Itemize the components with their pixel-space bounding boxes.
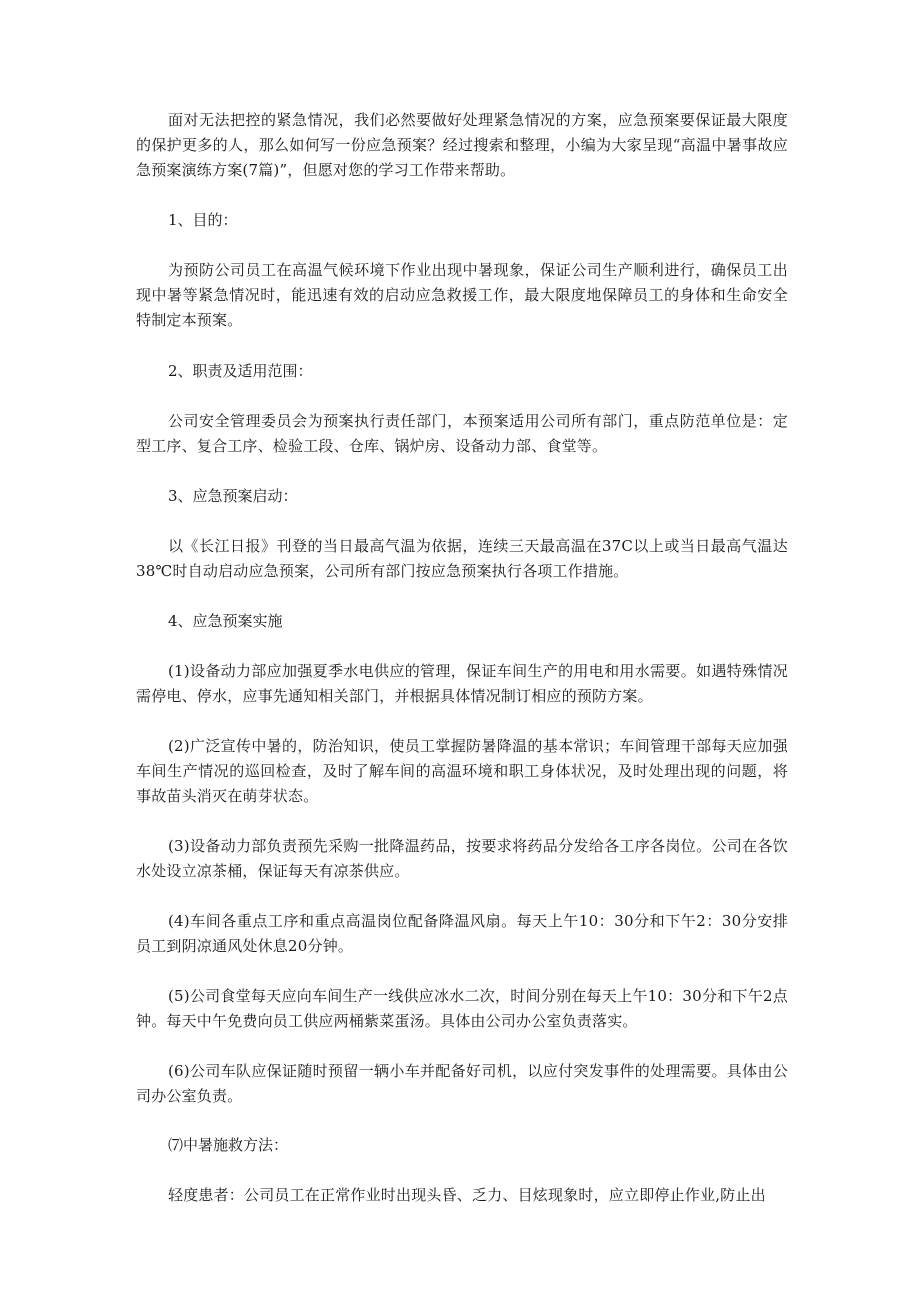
intro-paragraph: 面对无法把控的紧急情况，我们必然要做好处理紧急情况的方案，应急预案要保证最大限度的保护更多的人，那么如何写一份应急预案？经过搜索和整理，小编为大家呈现“高温中暑事故应急预案演练方案(7篇)”，但愿对您的学习工作带来帮助。 [136, 111, 788, 179]
list-item-3: (3)设备动力部负责预先采购一批降温药品，按要求将药品分发给各工序各岗位。公司在各饮水处设立凉茶桶，保证每天有凉茶供应。 [136, 837, 788, 880]
list-item-7-body: 轻度患者：公司员工在正常作业时出现头昏、乏力、目炫现象时，应立即停止作业,防止出 [168, 1186, 766, 1204]
section-3-heading: 3、应急预案启动： [168, 487, 298, 505]
section-1-body: 为预防公司员工在高温气候环境下作业出现中暑现象，保证公司生产顺利进行，确保员工出现中暑等紧急情况时，能迅速有效的启动应急救援工作，最大限度地保障员工的身体和生命安全特制定本预案。 [136, 261, 788, 329]
list-item-4: (4)车间各重点工序和重点高温岗位配备降温风扇。每天上午10：30分和下午2：30分安排员工到阴凉通风处休息20分钟。 [136, 912, 788, 955]
list-item-1: (1)设备动力部应加强夏季水电供应的管理，保证车间生产的用电和用水需要。如遇特殊情况需停电、停水，应事先通知相关部门，并根据具体情况制订相应的预防方案。 [136, 662, 788, 705]
section-4-heading: 4、应急预案实施 [168, 612, 283, 630]
section-1-heading: 1、目的： [168, 211, 238, 229]
list-item-7-heading: ⑺中暑施救方法： [168, 1136, 289, 1154]
list-item-6: (6)公司车队应保证随时预留一辆小车并配备好司机，以应付突发事件的处理需要。具体由公司办公室负责。 [136, 1062, 788, 1105]
list-item-2: (2)广泛宣传中暑的，防治知识，使员工掌握防暑降温的基本常识；车间管理干部每天应加强车间生产情况的巡回检查，及时了解车间的高温环境和职工身体状况，及时处理出现的问题，将事故苗头消灭在萌芽状态。 [136, 737, 788, 805]
section-2-heading: 2、职责及适用范围： [168, 362, 313, 380]
section-3-body: 以《长江日报》刊登的当日最高气温为依据，连续三天最高温在37C以上或当日最高气温达38℃时自动启动应急预案，公司所有部门按应急预案执行各项工作措施。 [136, 537, 788, 580]
section-2-body: 公司安全管理委员会为预案执行责任部门，本预案适用公司所有部门，重点防范单位是：定型工序、复合工序、检验工段、仓库、锅炉房、设备动力部、食堂等。 [136, 412, 788, 455]
list-item-5: (5)公司食堂每天应向车间生产一线供应冰水二次，时间分别在每天上午10：30分和下午2点钟。每天中午免费向员工供应两桶紫菜蛋汤。具体由公司办公室负责落实。 [136, 987, 788, 1030]
